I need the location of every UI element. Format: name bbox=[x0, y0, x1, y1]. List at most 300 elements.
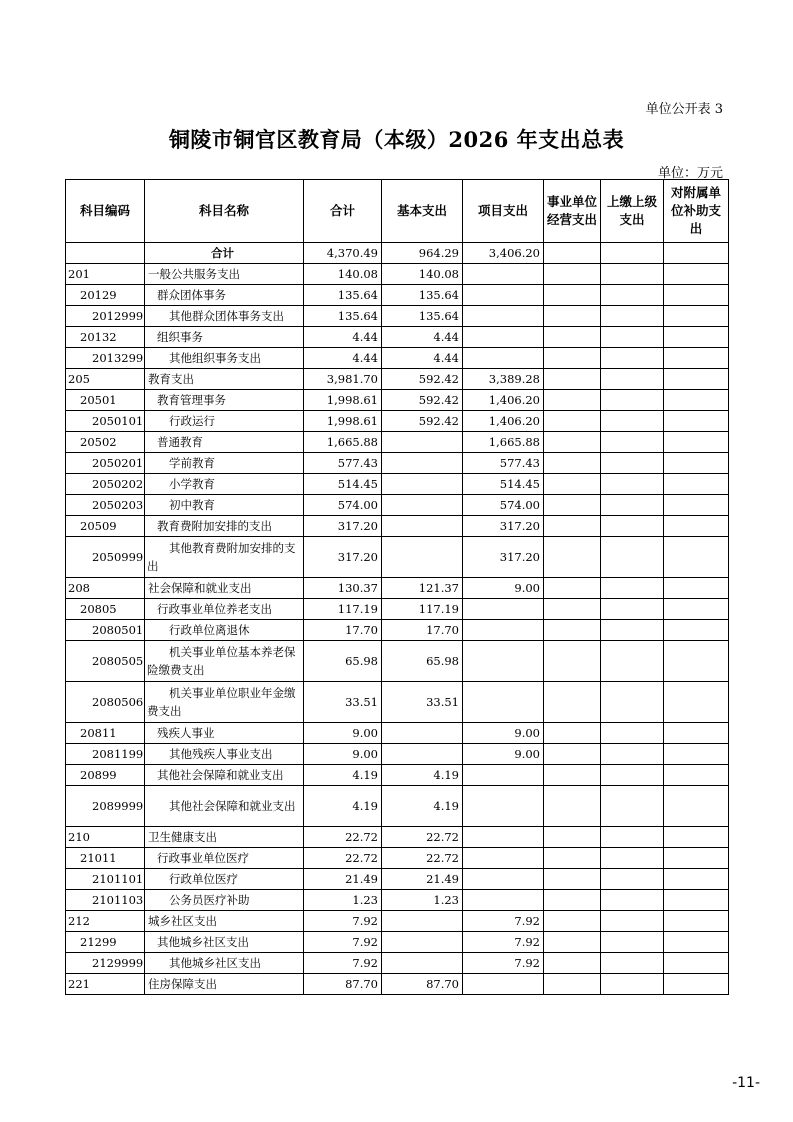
row-code: 205 bbox=[66, 369, 145, 390]
table-row bbox=[66, 516, 729, 537]
row-total: 1,665.88 bbox=[304, 432, 382, 453]
table-row bbox=[66, 348, 729, 369]
row-upper-remit bbox=[601, 641, 664, 682]
row-code: 2089999 bbox=[66, 786, 145, 827]
row-name: 公务员医疗补助 bbox=[145, 890, 304, 911]
page-number: -11- bbox=[732, 1075, 760, 1091]
row-name: 卫生健康支出 bbox=[145, 827, 304, 848]
row-subsidiary-subsidy bbox=[664, 348, 729, 369]
row-code: 20509 bbox=[66, 516, 145, 537]
row-name: 其他组织事务支出 bbox=[145, 348, 304, 369]
row-subsidiary-subsidy bbox=[664, 890, 729, 911]
row-business-operating bbox=[544, 285, 601, 306]
table-row bbox=[66, 285, 729, 306]
table-row bbox=[66, 827, 729, 848]
row-name: 其他社会保障和就业支出 bbox=[145, 786, 304, 827]
row-name: 其他城乡社区支出 bbox=[145, 953, 304, 974]
row-project bbox=[463, 869, 544, 890]
row-basic: 22.72 bbox=[382, 848, 463, 869]
row-name: 其他教育费附加安排的支出 bbox=[145, 537, 304, 578]
row-subsidiary-subsidy bbox=[664, 390, 729, 411]
row-business-operating bbox=[544, 786, 601, 827]
row-code: 2013299 bbox=[66, 348, 145, 369]
row-name: 其他社会保障和就业支出 bbox=[145, 765, 304, 786]
row-total: 65.98 bbox=[304, 641, 382, 682]
row-upper-remit bbox=[601, 974, 664, 995]
row-basic bbox=[382, 932, 463, 953]
row-basic bbox=[382, 911, 463, 932]
row-subsidiary-subsidy bbox=[664, 974, 729, 995]
row-total: 87.70 bbox=[304, 974, 382, 995]
row-total: 7.92 bbox=[304, 911, 382, 932]
row-upper-remit bbox=[601, 516, 664, 537]
row-name: 行政运行 bbox=[145, 411, 304, 432]
row-total: 21.49 bbox=[304, 869, 382, 890]
row-project: 9.00 bbox=[463, 744, 544, 765]
row-business-operating bbox=[544, 348, 601, 369]
row-basic: 4.19 bbox=[382, 765, 463, 786]
row-subsidiary-subsidy bbox=[664, 682, 729, 723]
row-total: 22.72 bbox=[304, 827, 382, 848]
table-row bbox=[66, 327, 729, 348]
row-upper-remit bbox=[601, 453, 664, 474]
row-basic: 135.64 bbox=[382, 306, 463, 327]
row-project bbox=[463, 827, 544, 848]
row-project bbox=[463, 848, 544, 869]
row-code: 201 bbox=[66, 264, 145, 285]
row-upper-remit bbox=[601, 390, 664, 411]
row-basic: 117.19 bbox=[382, 599, 463, 620]
row-project: 1,406.20 bbox=[463, 411, 544, 432]
row-total: 1,998.61 bbox=[304, 390, 382, 411]
row-subsidiary-subsidy bbox=[664, 285, 729, 306]
row-project bbox=[463, 327, 544, 348]
row-name: 一般公共服务支出 bbox=[145, 264, 304, 285]
row-basic: 1.23 bbox=[382, 890, 463, 911]
row-upper-remit bbox=[601, 682, 664, 723]
row-total: 4.44 bbox=[304, 327, 382, 348]
row-upper-remit bbox=[601, 411, 664, 432]
row-upper-remit bbox=[601, 495, 664, 516]
expenditure-table bbox=[65, 179, 729, 995]
row-subsidiary-subsidy bbox=[664, 848, 729, 869]
row-code: 20502 bbox=[66, 432, 145, 453]
row-upper-remit bbox=[601, 827, 664, 848]
row-business-operating bbox=[544, 432, 601, 453]
row-code: 2050203 bbox=[66, 495, 145, 516]
row-code: 2101103 bbox=[66, 890, 145, 911]
total-upper-remit bbox=[601, 243, 664, 264]
row-name: 行政单位医疗 bbox=[145, 869, 304, 890]
row-upper-remit bbox=[601, 578, 664, 599]
table-row bbox=[66, 869, 729, 890]
row-upper-remit bbox=[601, 786, 664, 827]
row-name: 教育管理事务 bbox=[145, 390, 304, 411]
header-upper-remit: 上缴上级支出 bbox=[601, 180, 664, 243]
table-row bbox=[66, 890, 729, 911]
header-code: 科目编码 bbox=[66, 180, 145, 243]
row-upper-remit bbox=[601, 890, 664, 911]
row-subsidiary-subsidy bbox=[664, 911, 729, 932]
row-business-operating bbox=[544, 932, 601, 953]
row-code: 2050201 bbox=[66, 453, 145, 474]
row-code: 20501 bbox=[66, 390, 145, 411]
row-total: 3,981.70 bbox=[304, 369, 382, 390]
row-name: 初中教育 bbox=[145, 495, 304, 516]
row-basic: 592.42 bbox=[382, 390, 463, 411]
table-row bbox=[66, 765, 729, 786]
row-subsidiary-subsidy bbox=[664, 432, 729, 453]
table-row bbox=[66, 306, 729, 327]
row-business-operating bbox=[544, 682, 601, 723]
table-row bbox=[66, 848, 729, 869]
row-project: 1,665.88 bbox=[463, 432, 544, 453]
row-subsidiary-subsidy bbox=[664, 495, 729, 516]
row-subsidiary-subsidy bbox=[664, 869, 729, 890]
table-row bbox=[66, 264, 729, 285]
row-name: 行政单位离退休 bbox=[145, 620, 304, 641]
row-subsidiary-subsidy bbox=[664, 599, 729, 620]
row-business-operating bbox=[544, 620, 601, 641]
row-subsidiary-subsidy bbox=[664, 264, 729, 285]
row-project: 3,389.28 bbox=[463, 369, 544, 390]
row-upper-remit bbox=[601, 869, 664, 890]
row-code: 2129999 bbox=[66, 953, 145, 974]
row-business-operating bbox=[544, 306, 601, 327]
row-upper-remit bbox=[601, 432, 664, 453]
row-total: 135.64 bbox=[304, 306, 382, 327]
row-project bbox=[463, 264, 544, 285]
row-code: 20899 bbox=[66, 765, 145, 786]
table-row bbox=[66, 453, 729, 474]
row-code: 2050999 bbox=[66, 537, 145, 578]
table-row bbox=[66, 620, 729, 641]
row-project bbox=[463, 974, 544, 995]
row-total: 317.20 bbox=[304, 537, 382, 578]
row-upper-remit bbox=[601, 285, 664, 306]
row-upper-remit bbox=[601, 848, 664, 869]
row-subsidiary-subsidy bbox=[664, 723, 729, 744]
row-code: 2050101 bbox=[66, 411, 145, 432]
row-project bbox=[463, 620, 544, 641]
row-basic bbox=[382, 516, 463, 537]
row-total: 130.37 bbox=[304, 578, 382, 599]
row-business-operating bbox=[544, 516, 601, 537]
row-basic bbox=[382, 432, 463, 453]
row-code: 212 bbox=[66, 911, 145, 932]
row-total: 1,998.61 bbox=[304, 411, 382, 432]
row-code: 20811 bbox=[66, 723, 145, 744]
row-total: 9.00 bbox=[304, 723, 382, 744]
row-code: 2101101 bbox=[66, 869, 145, 890]
row-name: 小学教育 bbox=[145, 474, 304, 495]
row-project bbox=[463, 306, 544, 327]
row-upper-remit bbox=[601, 765, 664, 786]
row-upper-remit bbox=[601, 911, 664, 932]
row-project bbox=[463, 786, 544, 827]
row-project: 9.00 bbox=[463, 578, 544, 599]
row-upper-remit bbox=[601, 537, 664, 578]
row-total: 4.19 bbox=[304, 786, 382, 827]
row-total: 574.00 bbox=[304, 495, 382, 516]
row-basic: 87.70 bbox=[382, 974, 463, 995]
row-total: 7.92 bbox=[304, 932, 382, 953]
row-name: 普通教育 bbox=[145, 432, 304, 453]
total-label: 合计 bbox=[145, 243, 304, 264]
row-code: 208 bbox=[66, 578, 145, 599]
header-name: 科目名称 bbox=[145, 180, 304, 243]
total-amount: 4,370.49 bbox=[304, 243, 382, 264]
table-row bbox=[66, 932, 729, 953]
row-subsidiary-subsidy bbox=[664, 369, 729, 390]
row-code: 2080506 bbox=[66, 682, 145, 723]
row-subsidiary-subsidy bbox=[664, 765, 729, 786]
row-code: 2050202 bbox=[66, 474, 145, 495]
row-project bbox=[463, 285, 544, 306]
row-upper-remit bbox=[601, 369, 664, 390]
row-subsidiary-subsidy bbox=[664, 641, 729, 682]
table-row bbox=[66, 474, 729, 495]
row-total: 7.92 bbox=[304, 953, 382, 974]
row-upper-remit bbox=[601, 348, 664, 369]
table-row bbox=[66, 911, 729, 932]
row-business-operating bbox=[544, 453, 601, 474]
row-basic: 121.37 bbox=[382, 578, 463, 599]
row-total: 33.51 bbox=[304, 682, 382, 723]
row-total: 22.72 bbox=[304, 848, 382, 869]
unit-label: 单位：万元 bbox=[657, 166, 723, 181]
row-name: 其他城乡社区支出 bbox=[145, 932, 304, 953]
table-row bbox=[66, 641, 729, 682]
table-row bbox=[66, 682, 729, 723]
row-name: 组织事务 bbox=[145, 327, 304, 348]
table-header-row bbox=[66, 180, 729, 243]
row-name: 城乡社区支出 bbox=[145, 911, 304, 932]
row-name: 社会保障和就业支出 bbox=[145, 578, 304, 599]
row-business-operating bbox=[544, 890, 601, 911]
row-business-operating bbox=[544, 953, 601, 974]
row-business-operating bbox=[544, 827, 601, 848]
row-basic bbox=[382, 953, 463, 974]
header-basic: 基本支出 bbox=[382, 180, 463, 243]
row-upper-remit bbox=[601, 599, 664, 620]
document-title: 铜陵市铜官区教育局（本级）2026 年支出总表 bbox=[168, 127, 625, 152]
row-basic bbox=[382, 537, 463, 578]
table-row bbox=[66, 974, 729, 995]
row-code: 2080501 bbox=[66, 620, 145, 641]
table-row bbox=[66, 432, 729, 453]
row-name: 残疾人事业 bbox=[145, 723, 304, 744]
row-basic bbox=[382, 723, 463, 744]
row-upper-remit bbox=[601, 327, 664, 348]
row-upper-remit bbox=[601, 306, 664, 327]
row-business-operating bbox=[544, 641, 601, 682]
table-row bbox=[66, 953, 729, 974]
row-name: 机关事业单位基本养老保险缴费支出 bbox=[145, 641, 304, 682]
row-code: 221 bbox=[66, 974, 145, 995]
row-total: 9.00 bbox=[304, 744, 382, 765]
row-project bbox=[463, 599, 544, 620]
row-total: 135.64 bbox=[304, 285, 382, 306]
total-code bbox=[66, 243, 145, 264]
row-business-operating bbox=[544, 474, 601, 495]
row-business-operating bbox=[544, 578, 601, 599]
row-name: 教育支出 bbox=[145, 369, 304, 390]
row-basic: 4.19 bbox=[382, 786, 463, 827]
table-number-label: 单位公开表 3 bbox=[645, 102, 723, 117]
row-subsidiary-subsidy bbox=[664, 578, 729, 599]
row-project bbox=[463, 682, 544, 723]
row-total: 140.08 bbox=[304, 264, 382, 285]
row-code: 2080505 bbox=[66, 641, 145, 682]
row-subsidiary-subsidy bbox=[664, 827, 729, 848]
row-code: 20805 bbox=[66, 599, 145, 620]
row-basic: 4.44 bbox=[382, 348, 463, 369]
row-name: 教育费附加安排的支出 bbox=[145, 516, 304, 537]
row-business-operating bbox=[544, 744, 601, 765]
row-code: 20132 bbox=[66, 327, 145, 348]
row-total: 17.70 bbox=[304, 620, 382, 641]
row-basic: 140.08 bbox=[382, 264, 463, 285]
header-project: 项目支出 bbox=[463, 180, 544, 243]
row-business-operating bbox=[544, 390, 601, 411]
row-subsidiary-subsidy bbox=[664, 953, 729, 974]
row-name: 机关事业单位职业年金缴费支出 bbox=[145, 682, 304, 723]
row-code: 20129 bbox=[66, 285, 145, 306]
row-upper-remit bbox=[601, 953, 664, 974]
row-project bbox=[463, 348, 544, 369]
row-upper-remit bbox=[601, 744, 664, 765]
table-row bbox=[66, 390, 729, 411]
row-basic: 4.44 bbox=[382, 327, 463, 348]
row-name: 行政事业单位养老支出 bbox=[145, 599, 304, 620]
row-subsidiary-subsidy bbox=[664, 744, 729, 765]
row-subsidiary-subsidy bbox=[664, 453, 729, 474]
row-basic bbox=[382, 744, 463, 765]
row-basic: 22.72 bbox=[382, 827, 463, 848]
row-business-operating bbox=[544, 765, 601, 786]
row-total: 4.19 bbox=[304, 765, 382, 786]
row-business-operating bbox=[544, 495, 601, 516]
row-code: 21299 bbox=[66, 932, 145, 953]
row-project: 317.20 bbox=[463, 516, 544, 537]
row-name: 行政事业单位医疗 bbox=[145, 848, 304, 869]
table-row bbox=[66, 495, 729, 516]
row-basic: 21.49 bbox=[382, 869, 463, 890]
row-subsidiary-subsidy bbox=[664, 516, 729, 537]
row-project: 317.20 bbox=[463, 537, 544, 578]
row-total: 577.43 bbox=[304, 453, 382, 474]
row-subsidiary-subsidy bbox=[664, 786, 729, 827]
row-subsidiary-subsidy bbox=[664, 932, 729, 953]
table-row bbox=[66, 786, 729, 827]
row-basic: 65.98 bbox=[382, 641, 463, 682]
row-basic: 17.70 bbox=[382, 620, 463, 641]
row-business-operating bbox=[544, 411, 601, 432]
header-business-operating: 事业单位经营支出 bbox=[544, 180, 601, 243]
row-upper-remit bbox=[601, 932, 664, 953]
row-business-operating bbox=[544, 264, 601, 285]
row-upper-remit bbox=[601, 474, 664, 495]
row-project bbox=[463, 641, 544, 682]
row-name: 其他残疾人事业支出 bbox=[145, 744, 304, 765]
table-row bbox=[66, 537, 729, 578]
row-project: 7.92 bbox=[463, 911, 544, 932]
table-row bbox=[66, 578, 729, 599]
row-upper-remit bbox=[601, 264, 664, 285]
row-subsidiary-subsidy bbox=[664, 411, 729, 432]
row-upper-remit bbox=[601, 620, 664, 641]
total-subsidiary-subsidy bbox=[664, 243, 729, 264]
row-business-operating bbox=[544, 723, 601, 744]
row-project bbox=[463, 890, 544, 911]
row-code: 21011 bbox=[66, 848, 145, 869]
row-basic bbox=[382, 453, 463, 474]
row-total: 117.19 bbox=[304, 599, 382, 620]
row-business-operating bbox=[544, 848, 601, 869]
total-row bbox=[66, 243, 729, 264]
header-total: 合计 bbox=[304, 180, 382, 243]
table-row bbox=[66, 723, 729, 744]
row-subsidiary-subsidy bbox=[664, 306, 729, 327]
row-code: 2081199 bbox=[66, 744, 145, 765]
row-project: 7.92 bbox=[463, 932, 544, 953]
row-code: 210 bbox=[66, 827, 145, 848]
row-subsidiary-subsidy bbox=[664, 620, 729, 641]
row-total: 1.23 bbox=[304, 890, 382, 911]
row-code: 2012999 bbox=[66, 306, 145, 327]
row-project: 574.00 bbox=[463, 495, 544, 516]
row-business-operating bbox=[544, 869, 601, 890]
row-basic: 135.64 bbox=[382, 285, 463, 306]
table-row bbox=[66, 599, 729, 620]
row-business-operating bbox=[544, 911, 601, 932]
total-project: 3,406.20 bbox=[463, 243, 544, 264]
row-basic: 592.42 bbox=[382, 369, 463, 390]
total-basic: 964.29 bbox=[382, 243, 463, 264]
row-project: 1,406.20 bbox=[463, 390, 544, 411]
row-total: 4.44 bbox=[304, 348, 382, 369]
row-name: 群众团体事务 bbox=[145, 285, 304, 306]
table-row bbox=[66, 744, 729, 765]
row-project: 7.92 bbox=[463, 953, 544, 974]
header-subsidiary-subsidy: 对附属单位补助支出 bbox=[664, 180, 729, 243]
row-subsidiary-subsidy bbox=[664, 474, 729, 495]
row-business-operating bbox=[544, 369, 601, 390]
total-business-operating bbox=[544, 243, 601, 264]
row-subsidiary-subsidy bbox=[664, 327, 729, 348]
row-name: 学前教育 bbox=[145, 453, 304, 474]
row-total: 317.20 bbox=[304, 516, 382, 537]
row-upper-remit bbox=[601, 723, 664, 744]
row-project: 577.43 bbox=[463, 453, 544, 474]
row-subsidiary-subsidy bbox=[664, 537, 729, 578]
row-business-operating bbox=[544, 974, 601, 995]
row-basic bbox=[382, 495, 463, 516]
row-project bbox=[463, 765, 544, 786]
row-name: 住房保障支出 bbox=[145, 974, 304, 995]
row-basic: 592.42 bbox=[382, 411, 463, 432]
row-business-operating bbox=[544, 599, 601, 620]
row-basic: 33.51 bbox=[382, 682, 463, 723]
row-project: 514.45 bbox=[463, 474, 544, 495]
row-total: 514.45 bbox=[304, 474, 382, 495]
row-business-operating bbox=[544, 327, 601, 348]
row-business-operating bbox=[544, 537, 601, 578]
table-row bbox=[66, 411, 729, 432]
table-row bbox=[66, 369, 729, 390]
row-name: 其他群众团体事务支出 bbox=[145, 306, 304, 327]
